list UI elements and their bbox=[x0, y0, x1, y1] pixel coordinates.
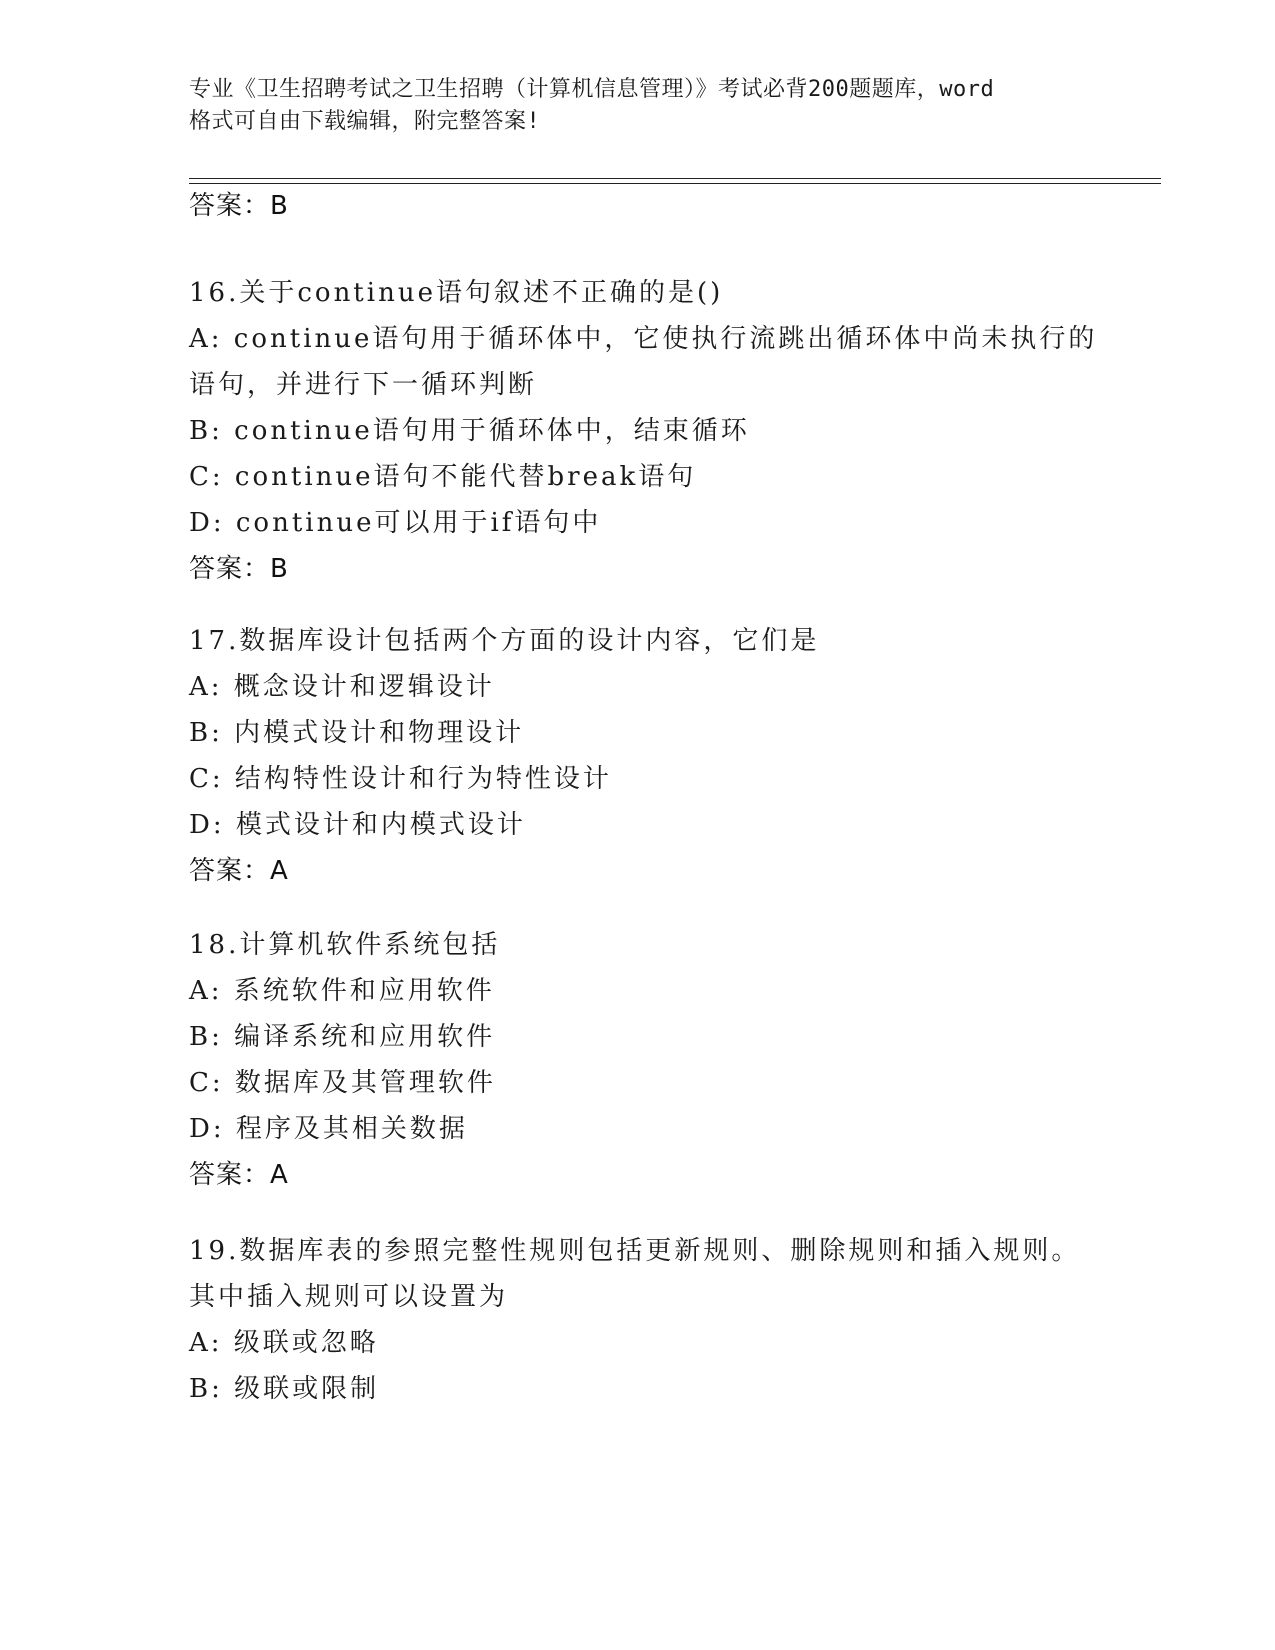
option-a: A: continue语句用于循环体中，它使执行流跳出循环体中尚未执行的 bbox=[189, 324, 1098, 354]
option-d: D: continue可以用于if语句中 bbox=[189, 508, 602, 538]
question-stem: 17.数据库设计包括两个方面的设计内容，它们是 bbox=[189, 626, 820, 656]
header-line-1: 专业《卫生招聘考试之卫生招聘（计算机信息管理）》考试必背200题题库，word bbox=[189, 77, 995, 102]
question-17 bbox=[189, 618, 1149, 894]
option-d: D: 程序及其相关数据 bbox=[189, 1114, 468, 1144]
header-line-2: 格式可自由下载编辑，附完整答案! bbox=[189, 109, 541, 134]
answer-text: 答案：A bbox=[189, 856, 289, 886]
option-d: D: 模式设计和内模式设计 bbox=[189, 810, 526, 840]
option-a: A: 概念设计和逻辑设计 bbox=[189, 672, 495, 702]
answer-text: 答案：B bbox=[189, 191, 289, 221]
question-stem: 19.数据库表的参照完整性规则包括更新规则、删除规则和插入规则。 bbox=[189, 1236, 1081, 1266]
answer-block-prev bbox=[189, 183, 1149, 229]
option-b: B: 级联或限制 bbox=[189, 1374, 380, 1404]
header-rule-top bbox=[189, 178, 1161, 179]
option-c: C: 结构特性设计和行为特性设计 bbox=[189, 764, 612, 794]
question-stem: 18.计算机软件系统包括 bbox=[189, 930, 501, 960]
option-c: C: 数据库及其管理软件 bbox=[189, 1068, 496, 1098]
question-16 bbox=[189, 270, 1149, 592]
option-a: A: 级联或忽略 bbox=[189, 1328, 379, 1358]
option-b: B: 内模式设计和物理设计 bbox=[189, 718, 525, 748]
document-header bbox=[189, 74, 1089, 138]
question-stem-continued: 其中插入规则可以设置为 bbox=[189, 1282, 509, 1312]
option-b: B: 编译系统和应用软件 bbox=[189, 1022, 496, 1052]
option-a-continued: 语句，并进行下一循环判断 bbox=[189, 370, 538, 400]
option-c: C: continue语句不能代替break语句 bbox=[189, 462, 697, 492]
answer-text: 答案：A bbox=[189, 1160, 289, 1190]
question-18 bbox=[189, 922, 1149, 1198]
option-b: B: continue语句用于循环体中，结束循环 bbox=[189, 416, 750, 446]
answer-text: 答案：B bbox=[189, 554, 289, 584]
question-19 bbox=[189, 1228, 1149, 1412]
option-a: A: 系统软件和应用软件 bbox=[189, 976, 495, 1006]
question-stem: 16.关于continue语句叙述不正确的是() bbox=[189, 278, 724, 308]
